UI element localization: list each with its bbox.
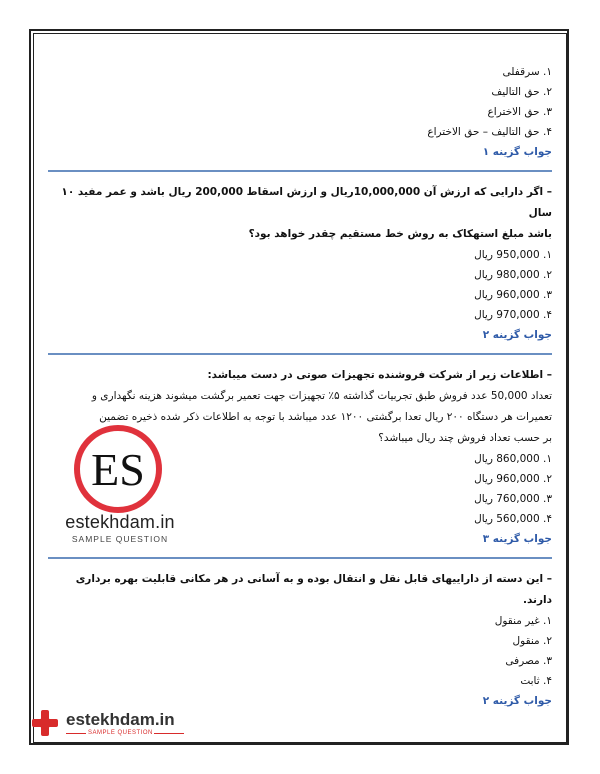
section-separator (48, 557, 552, 559)
brand-name: estekhdam.in (65, 512, 175, 532)
option: ۴. حق التالیف – حق الاختراع (427, 126, 552, 138)
logo-letters: ES (91, 444, 145, 495)
option: ۳. حق الاختراع (487, 106, 552, 118)
brand-tagline: SAMPLE QUESTION (71, 534, 169, 544)
question-body-line: تعمیرات هر دستگاه ۲۰۰ ریال تعدا برگشتی ۱۲۰۰ عدد میباشد با توجه به اطلاعات ذکر شده ذخیره تضمین (99, 411, 552, 423)
option: ۱. 860,000 ریال (474, 453, 552, 465)
question-block-3 (48, 569, 552, 711)
question-content (48, 62, 552, 711)
question-body-line: بر حسب تعداد فروش چند ریال میباشد؟ (378, 432, 552, 444)
option: ۳. 960,000 ریال (474, 289, 552, 301)
answer-label: جواب گزینه ۲ (482, 695, 552, 707)
question-title-line: باشد مبلغ استهکاک به روش خط مستقیم چقدر خواهد بود؟ (248, 228, 552, 240)
footer-logo (28, 706, 198, 740)
question-title: – اطلاعات زیر از شرکت فروشنده تجهیزات صوتی در دست میباشد: (207, 369, 552, 381)
question-block-1 (48, 182, 552, 345)
option: ۲. منقول (512, 635, 552, 647)
option: ۴. 970,000 ریال (474, 309, 552, 321)
option: ۱. 950,000 ریال (474, 249, 552, 261)
option: ۳. مصرفی (505, 655, 552, 667)
question-title: – این دسته از داراییهای قابل نقل و انتقال بوده و به آسانی در هر مکانی قابلیت بهره برداری دارند. (75, 573, 552, 606)
option: ۲. حق التالیف (491, 86, 552, 98)
question-body-line: تعداد 50,000 عدد فروش طبق تجربیات گذاشته ۵٪ تجهیزات جهت تعمیر برگشت میشوند هزینه نگهداری و (91, 390, 552, 402)
es-logo-icon (72, 423, 164, 515)
section-separator (48, 170, 552, 172)
option: ۲. 980,000 ریال (474, 269, 552, 281)
cross-icon (28, 706, 62, 740)
option: ۲. 960,000 ریال (474, 473, 552, 485)
answer-label: جواب گزینه ۳ (482, 533, 552, 545)
footer-brand-name: estekhdam.in (66, 710, 175, 729)
option: ۱. سرقفلی (502, 66, 552, 78)
brand-block (50, 512, 190, 544)
option: ۴. 560,000 ریال (474, 513, 552, 525)
option: ۴. ثابت (520, 675, 552, 687)
option: ۳. 760,000 ریال (474, 493, 552, 505)
question-title-line: – اگر دارایی که ارزش آن 10,000,000ریال و ارزش اسقاط 200,000 ریال باشد و عمر مفید ۱۰ سال (61, 186, 552, 219)
footer-tagline: SAMPLE QUESTION (88, 730, 153, 736)
footer-divider (154, 733, 184, 734)
section-separator (48, 353, 552, 355)
footer-divider (66, 733, 86, 734)
question-title (48, 182, 552, 245)
answer-label: جواب گزینه ۱ (482, 146, 552, 158)
question-block-0 (48, 62, 552, 162)
answer-label: جواب گزینه ۲ (482, 329, 552, 341)
option: ۱. غیر منقول (494, 615, 552, 627)
